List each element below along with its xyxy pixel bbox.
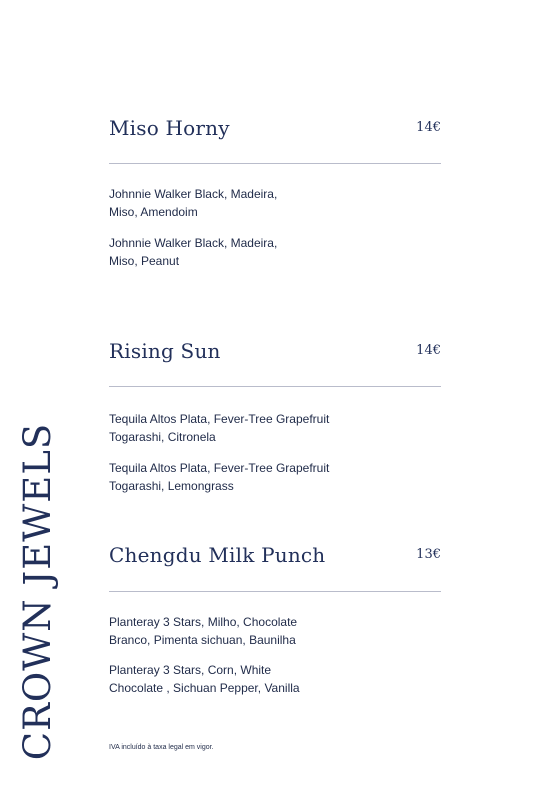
description-line: Branco, Pimenta sichuan, Baunilha bbox=[109, 633, 296, 647]
menu-item-header bbox=[109, 543, 441, 579]
menu-item-rising-sun bbox=[109, 339, 441, 493]
menu-item-description-pt bbox=[109, 410, 441, 446]
description-line: Chocolate , Sichuan Pepper, Vanilla bbox=[109, 681, 300, 695]
tax-footnote: IVA incluído à taxa legal em vigor. bbox=[109, 744, 214, 751]
menu-item-chengdu-milk-punch bbox=[109, 543, 441, 695]
description-line: Tequila Altos Plata, Fever-Tree Grapefruit bbox=[109, 461, 330, 475]
description-line: Tequila Altos Plata, Fever-Tree Grapefruit bbox=[109, 412, 330, 426]
menu-item-divider bbox=[109, 386, 441, 387]
description-line: Miso, Peanut bbox=[109, 254, 180, 268]
description-line: Johnnie Walker Black, Madeira, bbox=[109, 187, 278, 201]
menu-item-description-en bbox=[109, 661, 441, 697]
menu-item-price: 13€ bbox=[416, 547, 441, 562]
menu-item-name: Chengdu Milk Punch bbox=[109, 543, 326, 567]
menu-item-divider bbox=[109, 163, 441, 164]
description-line: Togarashi, Lemongrass bbox=[109, 479, 234, 493]
menu-item-name: Rising Sun bbox=[109, 339, 221, 363]
menu-item-description-en bbox=[109, 234, 441, 270]
description-line: Togarashi, Citronela bbox=[109, 430, 216, 444]
menu-item-header bbox=[109, 339, 441, 375]
menu-item-description-en bbox=[109, 459, 441, 495]
description-line: Johnnie Walker Black, Madeira, bbox=[109, 236, 278, 250]
menu-item-header bbox=[109, 116, 441, 152]
description-line: Planteray 3 Stars, Corn, White bbox=[109, 663, 272, 677]
menu-item-name: Miso Horny bbox=[109, 116, 230, 140]
menu-item-description-pt bbox=[109, 613, 441, 649]
description-line: Planteray 3 Stars, Milho, Chocolate bbox=[109, 615, 298, 629]
menu-item-price: 14€ bbox=[416, 120, 441, 135]
description-line: Miso, Amendoim bbox=[109, 205, 198, 219]
section-title-vertical bbox=[16, 424, 60, 758]
menu-item-miso-horny bbox=[109, 116, 441, 268]
menu-item-price: 14€ bbox=[416, 343, 441, 358]
menu-item-description-pt bbox=[109, 185, 441, 221]
section-title-text: CROWN JEWELS bbox=[16, 422, 60, 760]
menu-item-divider bbox=[109, 591, 441, 592]
